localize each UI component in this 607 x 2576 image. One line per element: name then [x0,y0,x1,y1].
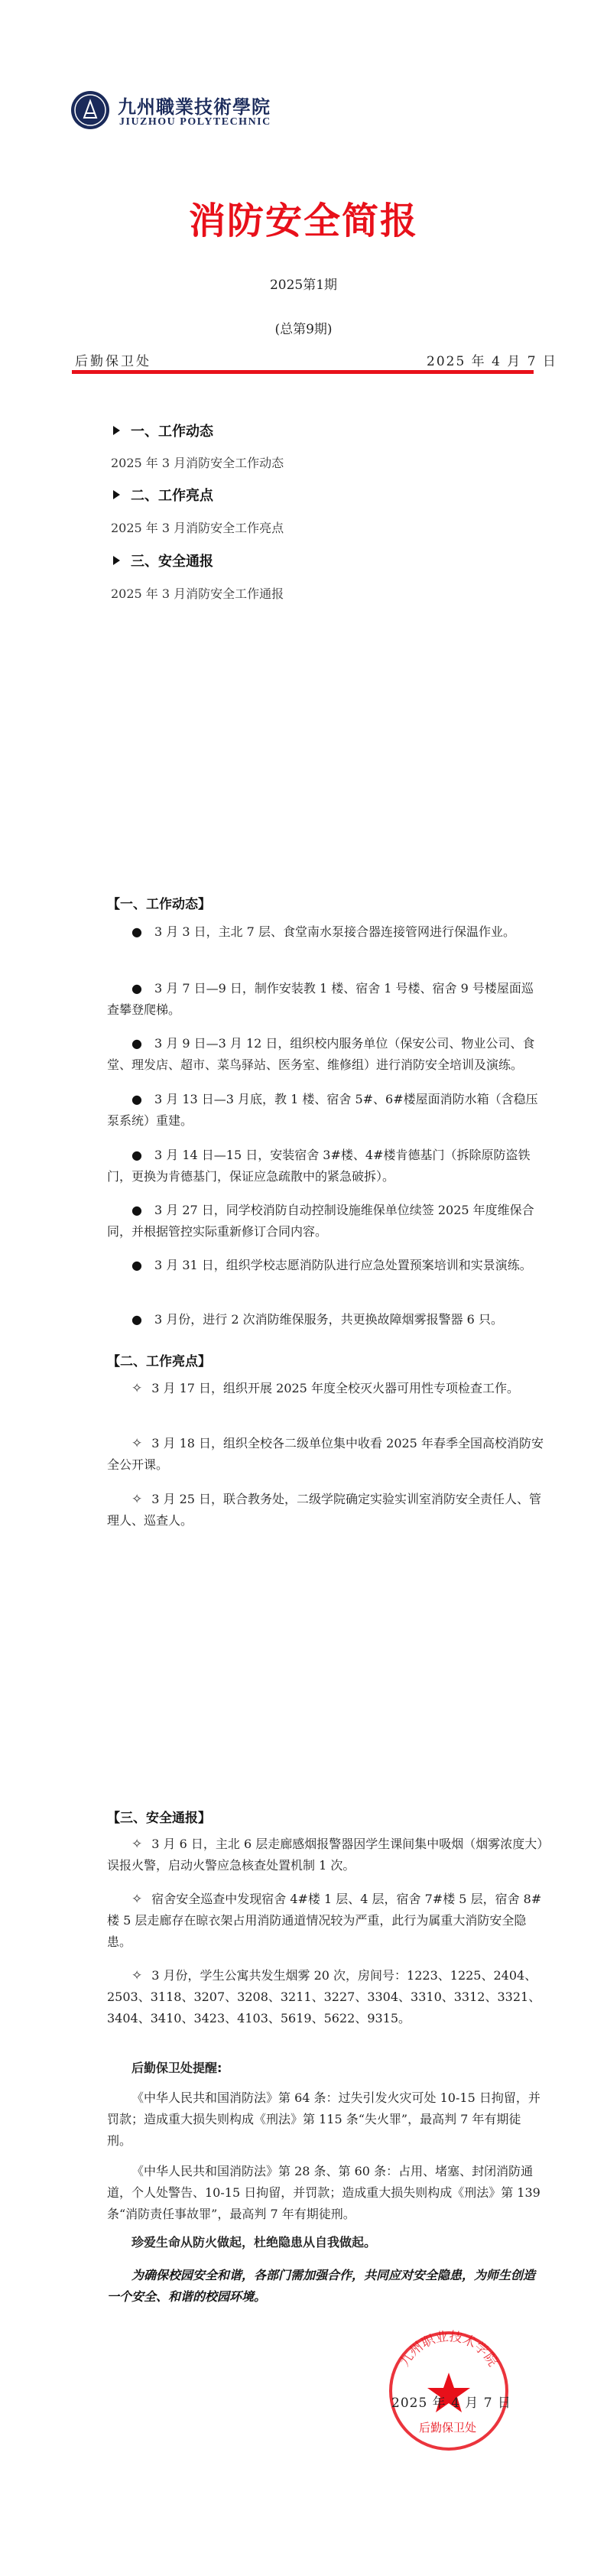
part2-item: ✧ 3 月 18 日，组织全校各二级单位集中收看 2025 年春季全国高校消防安全公开课。 [107,1436,544,1472]
law-citation: 《中华人民共和国消防法》第 64 条：过失引发火灾可处 10-15 日拘留，并罚款；造成重大损失则构成《刑法》第 115 条“失火罪”，最高判 7 年有期徒刑。 [107,2090,540,2148]
part1-item: ● 3 月 3 日，主北 7 层、食堂南水泵接合器连接管网进行保温作业。 [107,921,544,943]
star-icon: ✧ [131,1492,143,1507]
star-icon: ✧ [131,1381,143,1396]
part1-item: ● 3 月 13 日—3 月底，教 1 楼、宿舍 5#、6#楼屋面消防水箱（含稳压泵系统）重建。 [107,1089,544,1132]
part3-heading: 【三、安全通报】 [107,1811,211,1826]
star-icon: ✧ [131,1837,143,1852]
issue-date: 2025 年 4 月 7 日 [427,354,557,369]
logo-chinese-name: 九州職業技術學院 [118,96,271,118]
part2-item: ✧ 3 月 25 日，联合教务处，二级学院确定实验实训室消防安全责任人、管理人、巡查人。 [107,1492,542,1528]
bulletin-title: 消防安全简报 [188,200,418,242]
svg-text:九州职业技术学院: 九州职业技术学院 [397,2329,501,2370]
part2-item: ✧ 3 月 17 日，组织开展 2025 年度全校灭火器可用性专项检查工作。 [131,1381,519,1396]
reminder-title: 后勤保卫处提醒: [131,2061,222,2075]
part1-item: ● 3 月 31 日，组织学校志愿消防队进行应急处置预案培训和实景演练。 [107,1255,544,1276]
star-icon: ✧ [131,1436,143,1451]
star-icon: ✧ [131,1892,143,1907]
total-issue-number: (总第9期) [274,322,333,337]
safety-slogan: 珍爱生命从防火做起，杜绝隐患从自我做起。 [131,2235,377,2250]
star-icon: ✧ [131,1968,143,1983]
toc-item-1: 一、工作动态 [113,421,213,440]
signature-date: 2025 年 4 月 7 日 [391,2396,511,2411]
arrow-right-icon [113,490,120,499]
toc-item-1-sub: 2025 年 3 月消防安全工作动态 [111,456,284,470]
part1-item: ● 3 月 14 日—15 日，安装宿舍 3#楼、4#楼肯德基门（拆除原防盗铁门，更换为肯德基门，保证应急疏散中的紧急破拆）。 [107,1145,544,1187]
school-logo [70,90,300,136]
school-emblem-icon [70,90,110,130]
arrow-right-icon [113,426,120,435]
toc-item-3: 三、安全通报 [113,551,213,570]
part1-item: ● 3 月 27 日，同学校消防自动控制设施维保单位续签 2025 年度维保合同，并根据管控实际重新修订合同内容。 [107,1200,544,1243]
toc-item-2: 二、工作亮点 [113,485,213,505]
part1-item: ● 3 月份，进行 2 次消防维保服务，共更换故障烟雾报警器 6 只。 [107,1309,544,1330]
toc-item-2-sub: 2025 年 3 月消防安全工作亮点 [111,521,284,535]
toc-item-3-sub: 2025 年 3 月消防安全工作通报 [111,586,284,601]
arrow-right-icon [113,556,120,565]
part3-item: ✧ 3 月份，学生公寓共发生烟雾 20 次，房间号：1223、1225、2404、2503、3118、3207、3208、3211、3227、3304、3310、3312、3321、3404、3410、3423、4103、5619、5622、9315。 [107,1968,541,2025]
part1-heading: 【一、工作动态】 [107,897,211,912]
closing-statement: 为确保校园安全和谐，各部门需加强合作，共同应对安全隐患，为师生创造一个安全、和谐的校园环境。 [107,2268,536,2304]
part1-item: ● 3 月 9 日—3 月 12 日，组织校内服务单位（保安公司、物业公司、食堂、理发店、超市、菜鸟驿站、医务室、维修组）进行消防安全培训及演练。 [107,1033,544,1076]
red-divider [72,370,534,374]
issuing-department: 后勤保卫处 [75,354,151,369]
issue-number: 2025第1期 [269,278,338,293]
part1-item: ● 3 月 7 日—9 日，制作安装教 1 楼、宿舍 1 号楼、宿舍 9 号楼屋面巡查攀登爬梯。 [107,978,544,1021]
part3-item: ✧ 宿舍安全巡查中发现宿舍 4#楼 1 层、4 层，宿舍 7#楼 5 层，宿舍 8#楼 5 层走廊存在晾衣架占用消防通道情况较为严重，此行为属重大消防安全隐患。 [107,1892,542,1949]
part2-heading: 【二、工作亮点】 [107,1354,211,1369]
signature-department: 后勤保卫处 [419,2421,477,2435]
law-citation: 《中华人民共和国消防法》第 28 条、第 60 条：占用、堵塞、封闭消防通道，个人处警告、10-15 日拘留，并罚款；造成重大损失则构成《刑法》第 139 条“消防责任事故罪”，最高判 7 年有期徒刑。 [107,2164,540,2221]
part3-item: ✧ 3 月 6 日，主北 6 层走廊感烟报警器因学生课间集中吸烟（烟雾浓度大）误报火警，启动火警应急核查处置机制 1 次。 [107,1837,544,1873]
logo-english-name: JIUZHOU POLYTECHNIC [119,116,271,128]
